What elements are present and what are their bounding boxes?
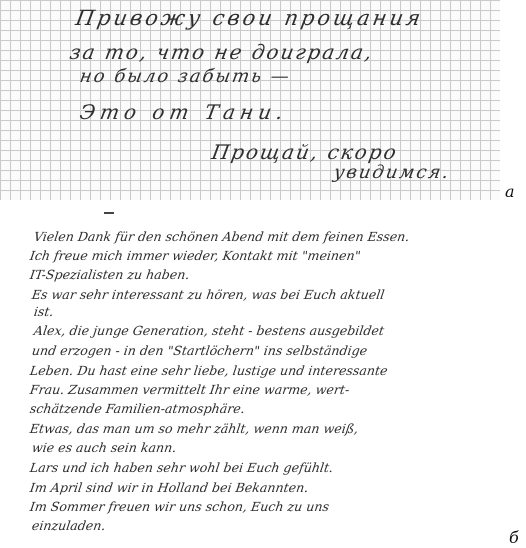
panel-b-line: einzuladen. xyxy=(30,518,107,533)
panel-a-line: за то, что не доиграла, xyxy=(67,40,376,64)
panel-label-b: б xyxy=(509,528,519,547)
panel-b-line: schätzende Familien-atmosphäre. xyxy=(28,401,246,416)
panel-b-line: Vielen Dank für den schönen Abend mit dem feinen Essen. xyxy=(32,229,411,244)
panel-b-line: wie es auch sein kann. xyxy=(30,440,178,455)
panel-a-line: Это от Тани. xyxy=(77,100,290,124)
panel-a-line: увидимся. xyxy=(332,162,453,183)
panel-b-handwritten-letter xyxy=(0,205,505,548)
panel-a-line: но было забыть — xyxy=(78,66,293,87)
panel-b-line: Leben. Du hast eine sehr liebe, lustige und interessante xyxy=(28,363,389,378)
panel-a-line: Привожу свои прощания xyxy=(73,6,426,30)
panel-b-line: Im April sind wir in Holland bei Bekannten. xyxy=(28,480,310,495)
panel-a-line: Прощай, скоро xyxy=(209,140,400,164)
panel-a-grid-note xyxy=(0,0,500,200)
panel-b-line: Lars und ich haben sehr wohl bei Euch gefühlt. xyxy=(28,460,335,475)
panel-b-line: Im Sommer freuen wir uns schon, Euch zu uns xyxy=(28,499,331,514)
panel-b-line: Frau. Zusammen vermittelt Ihr eine warme, wert- xyxy=(28,382,351,397)
panel-b-line: und erzogen - in den "Startlöchern" ins selbständige xyxy=(30,343,369,358)
panel-b-line: Alex, die junge Generation, steht - bestens ausgebildet xyxy=(32,323,386,338)
panel-label-a: a xyxy=(505,182,515,201)
panel-b-line: Etwas, das man um so mehr zählt, wenn man weiß, xyxy=(28,421,360,436)
panel-b-line: Es war sehr interessant zu hören, was bei Euch aktuell xyxy=(30,287,386,302)
panel-b-line: IT-Spezialisten zu haben. xyxy=(28,267,191,282)
panel-b-line: ist. xyxy=(32,304,55,319)
panel-b-line: Ich freue mich immer wieder, Kontakt mit "meinen" xyxy=(28,248,362,263)
